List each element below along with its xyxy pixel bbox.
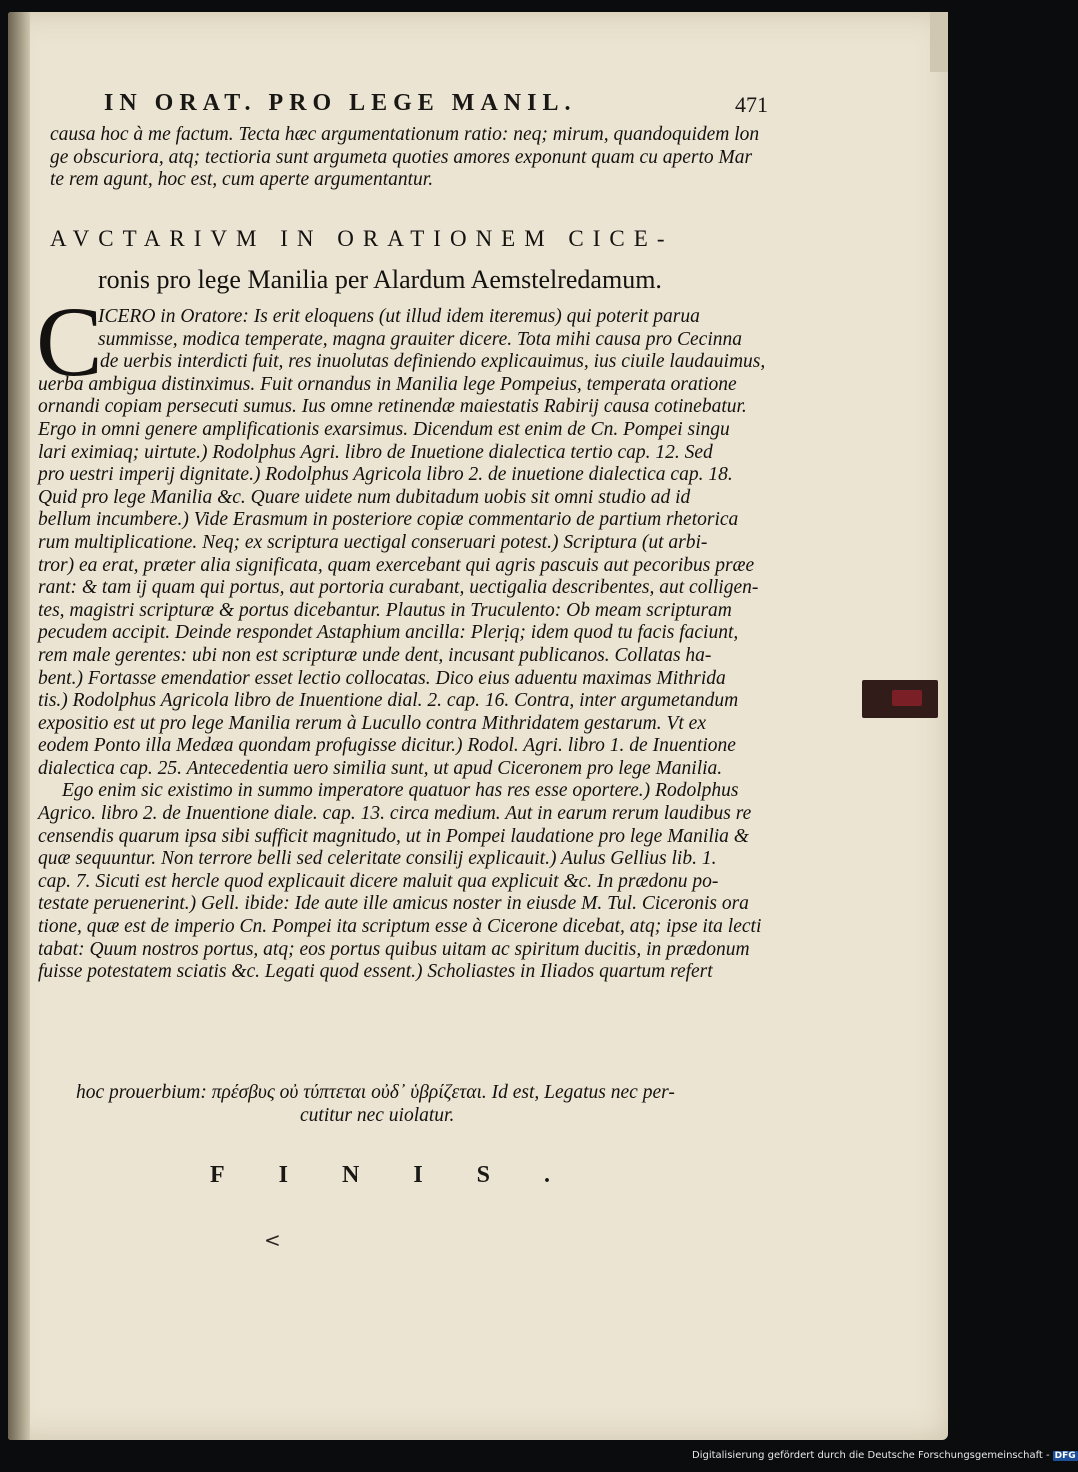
text-line: summisse, modica temperate, magna grauiter dicere. Tota mihi causa pro Cecinna [98,328,742,350]
bookmark-tab [862,680,938,718]
text-line: lari eximiaq; uirtute.) Rodolphus Agri. libro de Inuetione dialectica tertio cap. 12. Sed [38,441,713,463]
body-paragraph [38,306,800,984]
text-line: cutitur nec uiolatur. [300,1104,455,1126]
text-line: hoc prouerbium: πρέσβυς οὐ τύπτεται οὐδ᾽ ὑβρίζεται. Id est, Legatus nec per- [76,1082,675,1103]
text-line: expositio est ut pro lege Manilia rerum à Lucullo contra Mithridatem gestarum. Vt ex [38,712,706,734]
text-line: ge obscuriora, atq; tectioria sunt argumeta quoties amores exponunt quam cu aperto Mar [50,146,753,168]
stray-mark: < [264,1228,281,1252]
dfg-logo: DFG [1054,1451,1076,1461]
text-line: bent.) Fortasse emendatior esset lectio collocatas. Dico eius aduentu maximas Mithrida [38,667,726,689]
text-line: rem male gerentes: ubi non est scripturæ unde dent, incusant publicanos. Collatas ha- [38,644,712,666]
text-line: dialectica cap. 25. Antecedentia uero similia sunt, ut apud Ciceronem pro lege Manilia. [38,757,723,779]
text-line: causa hoc à me factum. Tecta hæc argumentationum ratio: neq; mirum, quandoquidem lon [50,124,760,145]
text-line: quæ sequuntur. Non terrore belli sed celeritate consilij explicauit.) Aulus Gellius lib. 1. [38,848,717,870]
text-line: ornandi copiam persecuti sumus. Ius omne retinendæ maiestatis Rabirij causa cotinebatur. [38,396,747,418]
section-heading: AVCTARIVM IN ORATIONEM CICE- [50,226,674,251]
text-line: bellum incumbere.) Vide Erasmum in posteriore copiæ commentario de partium rhetorica [38,509,739,531]
text-line: Agrico. libro 2. de Inuentione diale. cap. 13. circa medium. Aut in earum rerum laudibus re [38,803,752,825]
section-subheading: ronis pro lege Manilia per Alardum Aemstelredamum. [98,265,662,294]
text-line: pro uestri imperij dignitate.) Rodolphus Agricola libro 2. de inuetione dialectica cap. 18. [38,464,733,486]
text-line: Ego enim sic existimo in summo imperatore quatuor has res esse oportere.) Rodolphus [62,780,739,802]
text-line: tror) ea erat, præter alia significata, quam exercebant qui agris pascuis aut pecoribus præe [38,554,755,576]
intro-paragraph [50,124,800,192]
closing-lines [76,1082,796,1127]
text-line: cap. 7. Sicuti est hercle quod explicauit dicere maluit qua explicuit &c. In prædonu po- [38,870,719,892]
text-line: eodem Ponto illa Medæa quondam profugisse dicitur.) Rodol. Agri. libro 1. de Inuentione [38,735,736,757]
footer-text: Digitalisierung gefördert durch die Deutsche Forschungsgemeinschaft - [692,1450,1050,1461]
page-number: 471 [735,92,768,117]
text-line: tione, quæ est de imperio Cn. Pompei ita scriptum esse à Cicerone dicebat, atq; ipse ita lecti [38,916,762,938]
running-head: IN ORAT. PRO LEGE MANIL. [104,90,577,116]
text-line: tis.) Rodolphus Agricola libro de Inuentione dial. 2. cap. 16. Contra, inter argumetandum [38,690,739,712]
text-line: rum multiplicatione. Neq; ex scriptura uectigal conseruari potest.) Scriptura (ut arbi- [38,531,708,553]
text-line: te rem agunt, hoc est, cum aperte argumentantur. [50,169,434,191]
text-line: rant: & tam ij quam qui portus, aut portoria curabant, uectigalia describentes, aut colligen- [38,577,759,599]
page-gutter [8,12,30,1440]
text-line: tabat: Quum nostros portus, atq; eos portus quibus uitam ac spiritum ducitis, in prædonum [38,938,750,960]
text-line: fuisse potestatem sciatis &c. Legati quod essent.) Scholiastes in Iliados quartum refert [38,961,713,983]
text-line: Quid pro lege Manilia &c. Quare uidete num dubitadum uobis sit omni studio ad id [38,486,691,508]
text-line: de uerbis interdicti fuit, res inuolutas definiendo explicauimus, ius ciuile laudauimus, [100,351,766,373]
text-line: tes, magistri scripturæ & portus dicebantur. Plautus in Truculento: Ob meam scripturam [38,599,732,621]
finis-mark: FINIS. [210,1162,605,1188]
page-corner [930,12,948,72]
footer-credit [692,1450,1076,1461]
text-line: censendis quarum ipsa sibi sufficit magnitudo, ut in Pompei laudatione pro lege Manilia & [38,825,749,847]
drop-cap: C [36,286,103,397]
text-line: uerba ambigua distinximus. Fuit ornandus in Manilia lege Pompeius, temperata oratione [38,373,737,395]
text-line: pecudem accipit. Deinde respondet Astaphium ancilla: Plerịq; idem quod tu facis faciunt, [38,622,739,644]
text-line: Ergo in omni genere amplificationis exarsimus. Dicendum est enim de Cn. Pompei singu [38,418,730,440]
text-line: ICERO in Oratore: Is erit eloquens (ut illud idem iteremus) qui poterit parua [98,306,700,327]
text-line: testate peruenerint.) Gell. ibide: Ide aute ille amicus noster in eiusde M. Tul. Ciceronis ora [38,893,749,915]
